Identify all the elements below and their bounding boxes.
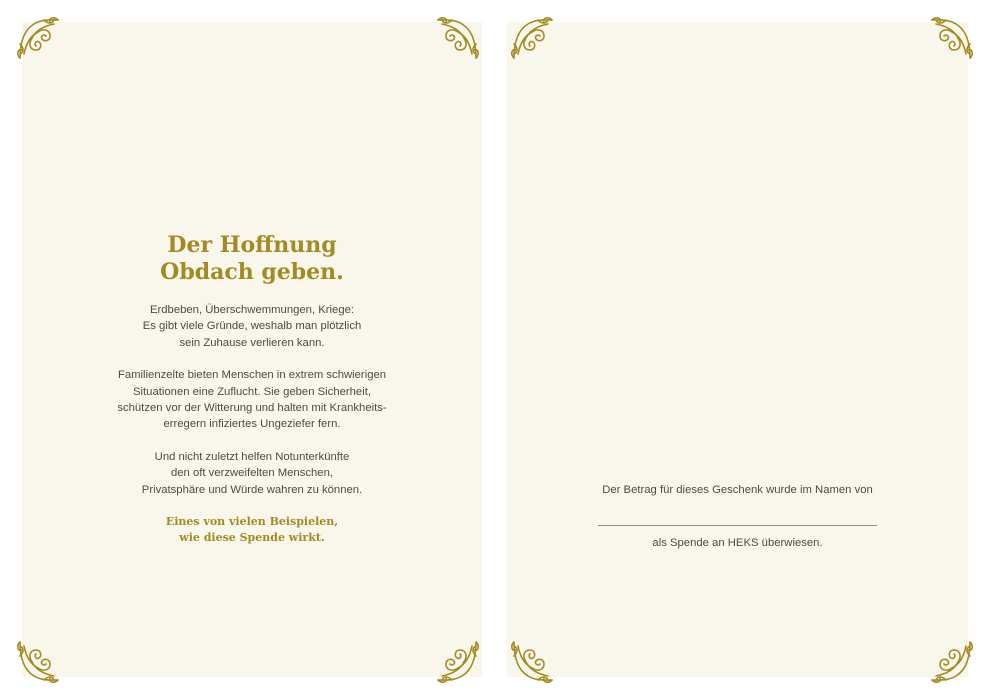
paragraph-3-line-2: den oft verzweifelten Menschen, [170, 467, 333, 480]
left-page-text [22, 232, 482, 547]
paragraph-1-line-2: Es gibt viele Gründe, weshalb man plötzlich [142, 320, 362, 333]
right-page-text [507, 482, 968, 551]
donation-text-line-1: Der Betrag für dieses Geschenk wurde im Namen von [602, 484, 873, 496]
paragraph-1-line-3: sein Zuhause verlieren kann. [179, 336, 325, 349]
flourish-top-right-icon [926, 14, 976, 64]
flourish-top-left-icon [14, 14, 64, 64]
flourish-bottom-right-left-page-icon [432, 636, 482, 686]
flourish-bottom-right-icon [926, 636, 976, 686]
paragraph-2-line-3: schützen vor der Witterung und halten mit Krankheits- [117, 402, 387, 415]
paragraph-3-line-3: Privatsphäre und Würde wahren zu können. [141, 483, 363, 496]
title-line-1: Der Hoffnung [167, 232, 337, 258]
closing-statement [22, 514, 482, 547]
title-line-2: Obdach geben. [160, 259, 344, 285]
closing-line-2: wie diese Spende wirkt. [179, 531, 325, 545]
flourish-bottom-left-icon [14, 636, 64, 686]
flourish-top-left-right-page-icon [508, 14, 558, 64]
page-title [22, 232, 482, 286]
paragraph-1 [22, 302, 482, 351]
flourish-bottom-left-right-page-icon [508, 636, 558, 686]
paragraph-2-line-4: erregern infiziertes Ungeziefer fern. [163, 418, 341, 431]
paragraph-2 [22, 367, 482, 433]
flourish-top-right-left-page-icon [432, 14, 482, 64]
paragraph-2-line-2: Situationen eine Zuflucht. Sie geben Sicherheit, [132, 385, 372, 398]
paragraph-1-line-1: Erdbeben, Überschwemmungen, Kriege: [149, 304, 355, 316]
paragraph-3-line-1: Und nicht zuletzt helfen Notunterkünfte [154, 450, 350, 463]
donation-text-line-2: als Spende an HEKS überwiesen. [652, 537, 823, 549]
paragraph-2-line-1: Familienzelte bieten Menschen in extrem schwierigen [117, 369, 387, 382]
donor-name-line [598, 525, 877, 526]
right-page-panel [507, 22, 968, 677]
closing-line-1: Eines von vielen Beispielen, [165, 515, 339, 529]
paragraph-3 [22, 449, 482, 498]
